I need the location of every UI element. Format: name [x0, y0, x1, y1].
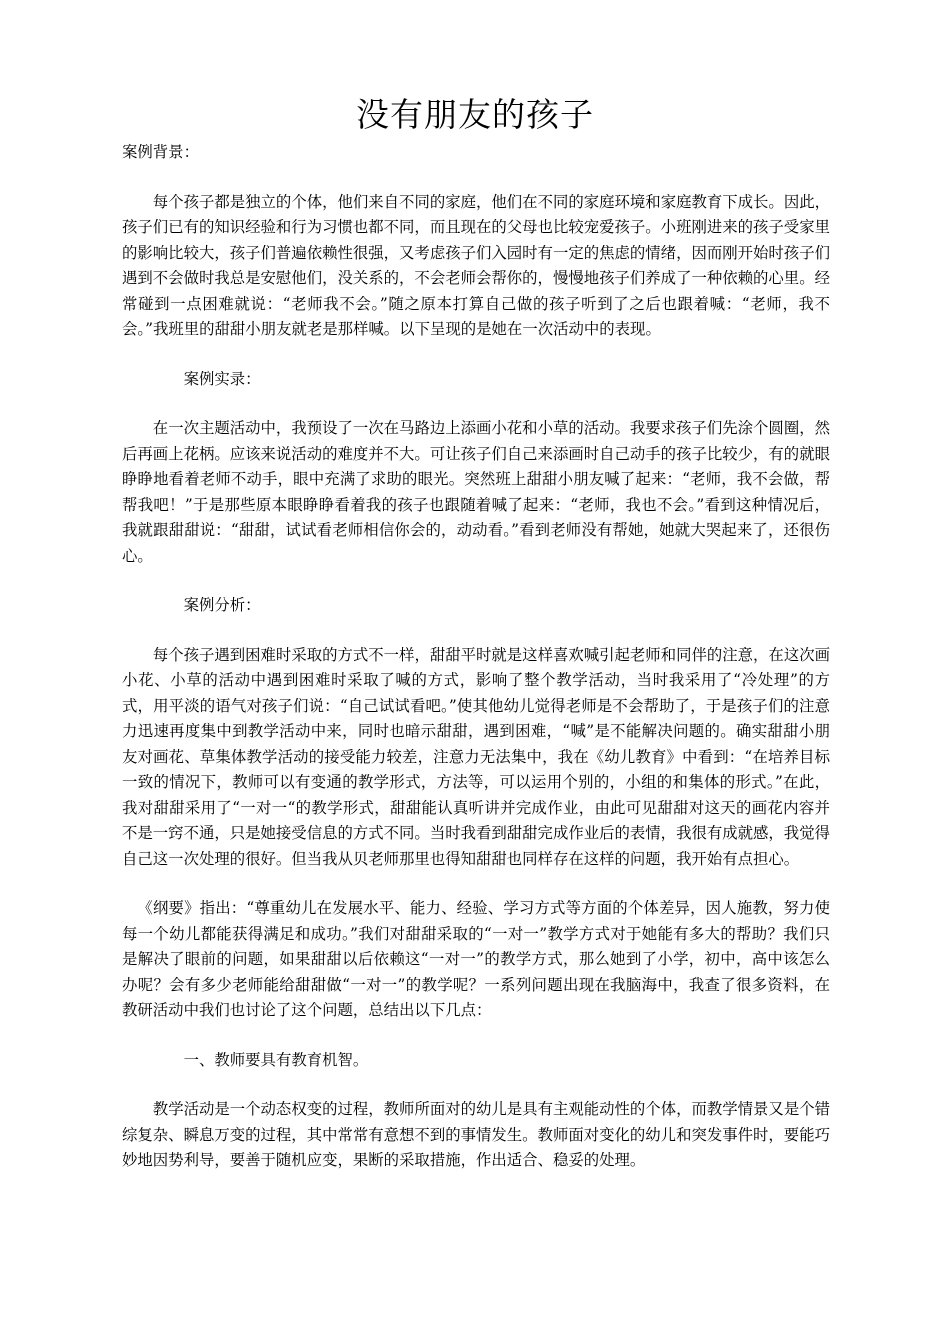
- background-paragraph: 每个孩子都是独立的个体，他们来自不同的家庭，他们在不同的家庭环境和家庭教育下成长。因此，孩子们已有的知识经验和行为习惯也都不同，而且现在的父母也比较宠爱孩子。小班刚进来的孩子受家里的影响比较大，孩子们普遍依赖性很强，又考虑孩子们入园时有一定的焦虑的情绪，因而刚开始时孩子们遇到不会做时我总是安慰他们，没关系的，不会老师会帮你的，慢慢地孩子们养成了一种依赖的心里。经常碰到一点困难就说：“老师我不会。”随之原本打算自己做的孩子听到了之后也跟着喊：“老师，我不会。”我班里的甜甜小朋友就老是那样喊。以下呈现的是她在一次活动中的表现。: [122, 192, 830, 338]
- analysis-paragraph: 每个孩子遇到困难时采取的方式不一样，甜甜平时就是这样喜欢喊引起老师和同伴的注意，在这次画小花、小草的活动中遇到困难时采取了喊的方式，影响了整个教学活动，当时我采用了“冷处理”的方式，用平淡的语气对孩子们说：“自己试试看吧。”使其他幼儿觉得老师是不会帮助了，于是孩子们的注意力迅速再度集中到教学活动中来，同时也暗示甜甜，遇到困难，“喊”是不能解决问题的。确实甜甜小朋友对画花、草集体教学活动的接受能力较差，注意力无法集中，我在《幼儿教育》中看到：“在培养目标一致的情况下，教师可以有变通的教学形式，方法等，可以运用个别的，小组的和集体的形式。”在此，我对甜甜采用了“一对一“的教学形式，甜甜能认真听讲并完成作业，由此可见甜甜对这天的画花内容并不是一窍不通，只是她接受信息的方式不同。当时我看到甜甜完成作业后的表情，我很有成就感，我觉得自己这一次处理的很好。但当我从贝老师那里也得知甜甜也同样存在这样的问题，我开始有点担心。: [122, 645, 830, 868]
- point-one-paragraph: 教学活动是一个动态权变的过程，教师所面对的幼儿是具有主观能动性的个体，而教学情景又是个错综复杂、瞬息万变的过程，其中常常有意想不到的事情发生。教师面对变化的幼儿和突发事件时，要能巧妙地因势利导，要善于随机应变，果断的采取措施，作出适合、稳妥的处理。: [122, 1100, 830, 1169]
- analysis-heading: 案例分析：: [183, 596, 261, 614]
- record-heading: 案例实录：: [183, 369, 261, 388]
- background-heading: 案例背景：: [122, 143, 199, 161]
- document-body: [122, 140, 830, 1174]
- point-one-heading: 一、教师要具有教育机智。: [183, 1050, 369, 1069]
- document-title: 没有朋友的孩子: [356, 95, 594, 134]
- outline-paragraph: 《纲要》指出：“尊重幼儿在发展水平、能力、经验、学习方式等方面的个体差异，因人施教，努力使每一个幼儿都能获得满足和成功。”我们对甜甜采取的“一对一”教学方式对于她能有多大的帮助？我们只是解决了眼前的问题，如果甜甜以后依赖这“一对一”的教学方式，那么她到了小学，初中，高中该怎么办呢？会有多少老师能给甜甜做“一对一”的教学呢？一系列问题出现在我脑海中，我查了很多资料，在教研活动中我们也讨论了这个问题，总结出以下几点：: [122, 899, 830, 1019]
- record-paragraph: 在一次主题活动中，我预设了一次在马路边上添画小花和小草的活动。我要求孩子们先涂个圆圈，然后再画上花柄。应该来说活动的难度并不大。可让孩子们自己来添画时自己动手的孩子比较少，有的就眼睁睁地看着老师不动手，眼中充满了求助的眼光。突然班上甜甜小朋友喊了起来：“老师，我不会做，帮帮我吧！”于是那些原本眼睁睁看着我的孩子也跟随着喊了起来：“老师，我也不会。”看到这种情况后，我就跟甜甜说：“甜甜，试试看老师相信你会的，动动看。”看到老师没有帮她，她就大哭起来了，还很伤心。: [122, 419, 830, 565]
